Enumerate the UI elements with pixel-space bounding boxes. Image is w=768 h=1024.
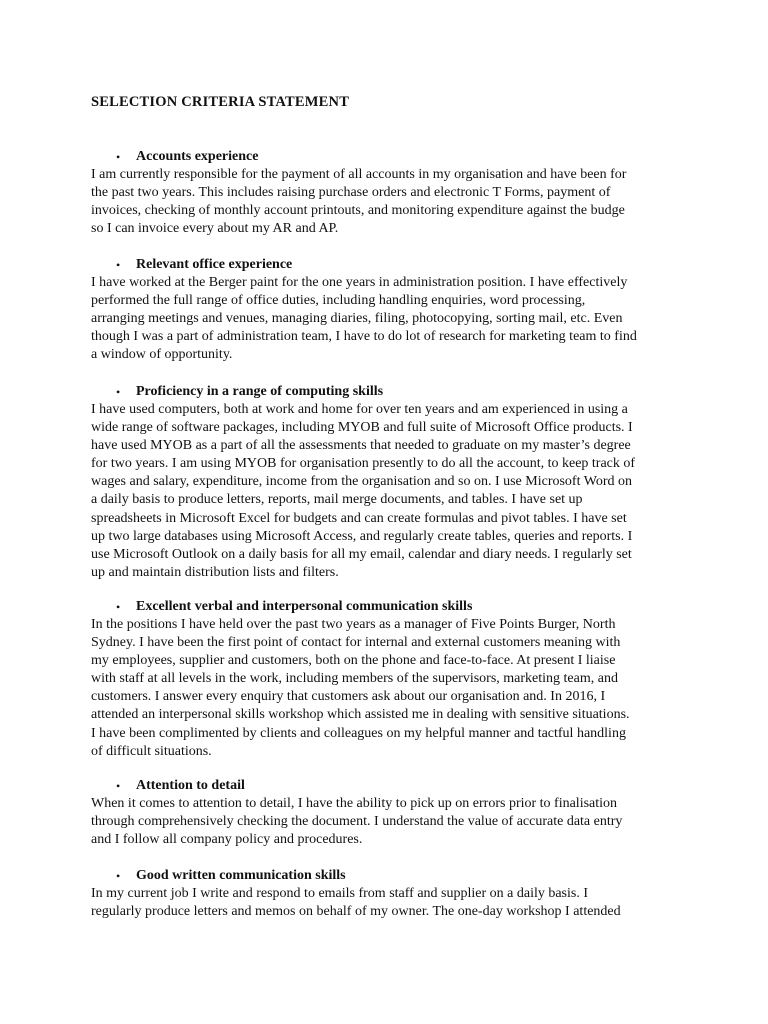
body-line: I have worked at the Berger paint for the one years in administration position. I have effectively (91, 275, 628, 290)
body-line: have used MYOB as a part of all the assessments that needed to graduate on my master’s degree (91, 438, 631, 454)
body-line: I have used computers, both at work and home for over ten years and am experienced in using a (91, 402, 628, 417)
body-line: use Microsoft Outlook on a daily basis for all my email, calendar and diary needs. I regularly set (91, 546, 632, 562)
section-heading-text: Attention to detail (136, 778, 245, 793)
bullet-icon: • (116, 779, 121, 793)
section-heading-text: Proficiency in a range of computing skills (136, 384, 384, 399)
body-line: attended an interpersonal skills workshop which assisted me in dealing with sensitive situations. (91, 707, 630, 723)
body-line: performed the full range of office duties, including handling enquiries, word processing, (91, 293, 586, 309)
body-line: regularly produce letters and memos on behalf of my owner. The one-day workshop I attended (91, 904, 621, 920)
body-line: up two large databases using Microsoft Access, and regularly create tables, queries and reports. I (91, 528, 633, 544)
body-line: so I can invoice every about my AR and AP. (91, 221, 339, 237)
body-line: up and maintain distribution lists and filters. (91, 564, 339, 580)
section-heading-text: Excellent verbal and interpersonal communication skills (136, 599, 473, 614)
body-line: a window of opportunity. (91, 347, 233, 363)
body-line: When it comes to attention to detail, I have the ability to pick up on errors prior to finalisation (91, 796, 618, 811)
section-heading (91, 148, 691, 166)
body-line: customers. I answer every enquiry that customers ask about our organisation and. In 2016, I (91, 689, 606, 705)
section-heading-text: Relevant office experience (136, 257, 293, 272)
bullet-icon: • (116, 150, 121, 164)
section-heading (91, 598, 691, 616)
body-line: of difficult situations. (91, 743, 212, 759)
bullet-icon: • (116, 869, 121, 883)
body-line: and I follow all company policy and procedures. (91, 832, 363, 848)
section-heading (91, 256, 691, 274)
body-line: In the positions I have held over the past two years as a manager of Five Points Burger, North (91, 617, 616, 632)
document-title: SELECTION CRITERIA STATEMENT (91, 94, 350, 110)
bullet-icon: • (116, 258, 121, 272)
body-line: though I was a part of administration team, I have to do lot of research for marketing team to find (91, 329, 637, 345)
body-line: I am currently responsible for the payment of all accounts in my organisation and have been for (91, 167, 627, 182)
section-heading (91, 777, 691, 795)
section-computing-skills (91, 383, 691, 582)
body-line: I have been complimented by clients and colleagues on my helpful manner and tactful handling (91, 725, 626, 741)
section-heading-text: Good written communication skills (136, 868, 346, 883)
body-line: spreadsheets in Microsoft Excel for budgets and can create formulas and pivot tables. I have set (91, 510, 627, 526)
section-relevant-office-experience (91, 256, 691, 364)
section-attention-to-detail (91, 777, 691, 849)
body-line: my employees, supplier and customers, both on the phone and face-to-face. At present I liaise (91, 653, 616, 669)
section-written-communication-skills (91, 867, 691, 921)
bullet-icon: • (116, 385, 121, 399)
bullet-icon: • (116, 600, 121, 614)
body-line: through comprehensively checking the document. I understand the value of accurate data entry (91, 814, 623, 830)
body-line: wide range of software packages, including MYOB and full suite of Microsoft Office products. I (91, 420, 633, 436)
section-heading (91, 867, 691, 885)
body-line: the past two years. This includes raising purchase orders and electronic T Forms, payment of (91, 185, 611, 201)
body-line: Sydney. I have been the first point of contact for internal and external customers meaning with (91, 635, 621, 651)
body-line: wages and salary, expenditure, income from the organisation and so on. I use Microsoft Word on (91, 474, 632, 490)
body-line: with staff at all levels in the work, including members of the supervisors, marketing team, and (91, 671, 618, 687)
body-line: a daily basis to produce letters, reports, mail merge documents, and tables. I have set up (91, 492, 583, 508)
section-accounts-experience (91, 148, 691, 238)
section-heading (91, 383, 691, 401)
body-line: arranging meetings and venues, managing diaries, filing, photocopying, sorting mail, etc. Even (91, 311, 623, 327)
body-line: invoices, checking of monthly account printouts, and monitoring expenditure against the budge (91, 203, 625, 219)
section-heading-text: Accounts experience (136, 149, 259, 164)
section-verbal-communication-skills (91, 598, 691, 761)
body-line: In my current job I write and respond to emails from staff and supplier on a daily basis. I (91, 886, 589, 901)
body-line: for two years. I am using MYOB for organisation presently to do all the account, to keep track of (91, 456, 636, 472)
